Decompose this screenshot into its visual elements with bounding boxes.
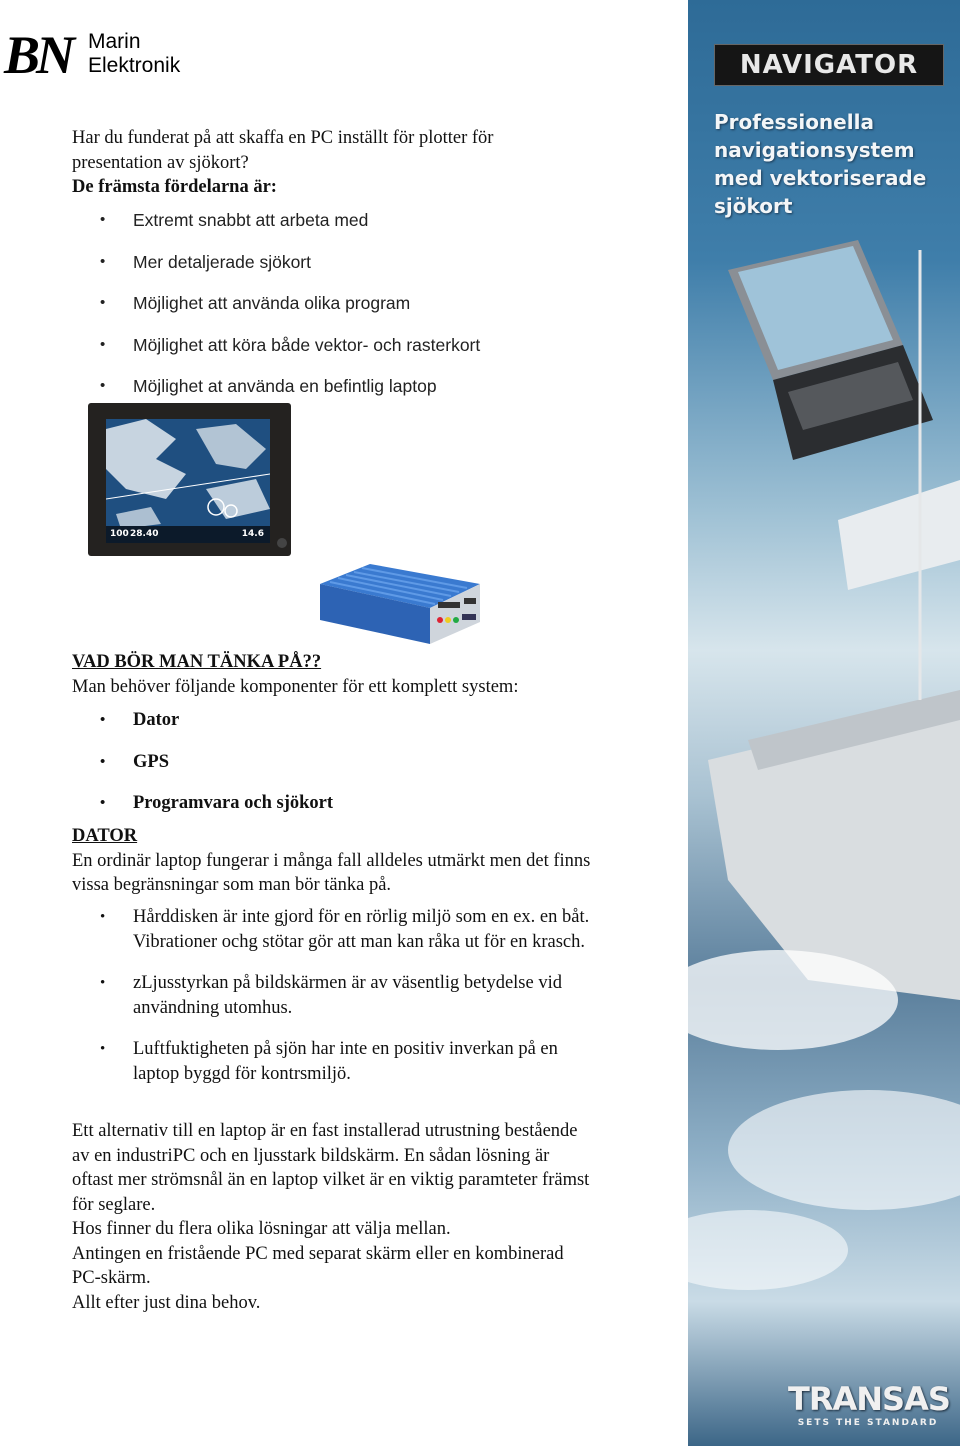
dator-text: En ordinär laptop fungerar i många fall alldeles utmärkt men det finns vissa begränsningar som man bör tänka på. xyxy=(72,850,591,895)
intro-block xyxy=(72,126,592,200)
intro-line-2: presentation av sjökort? xyxy=(72,152,249,173)
list-item: • Möjlighet att köra både vektor- och rasterkort xyxy=(72,333,592,358)
advantages-list xyxy=(72,208,592,399)
readout-bar xyxy=(106,526,270,543)
marine-monitor-image xyxy=(88,403,291,556)
logo-line-2: Elektronik xyxy=(88,54,181,77)
tagline-line: Professionella xyxy=(714,110,874,134)
tagline-line: navigationsystem xyxy=(714,138,915,162)
list-item: • Möjlighet at använda en befintlig laptop xyxy=(72,374,592,399)
closing-line: Allt efter just dina behov. xyxy=(72,1292,261,1313)
readout-1: 100 xyxy=(110,529,129,539)
transas-logo: TRANSAS xyxy=(788,1380,950,1418)
banner-tagline xyxy=(714,108,944,220)
readout-3: 14.6 xyxy=(241,529,264,539)
navigator-ad-banner xyxy=(688,0,960,1446)
navigator-logo xyxy=(714,44,944,86)
closing-line: Antingen en fristående PC med separat skärm eller en kombinerad PC-skärm. xyxy=(72,1243,564,1288)
closing-paragraph: Ett alternativ till en laptop är en fast installerad utrustning bestående av en industriPC och en ljusstark bildskärm. En sådan lösning är oftast mer strömsnål än en laptop vilket är en viktig paramteter främst för seglare. xyxy=(72,1121,590,1215)
list-item: • Extremt snabbt att arbeta med xyxy=(72,208,592,233)
section-heading: VAD BÖR MAN TÄNKA PÅ?? xyxy=(72,652,322,672)
readout-2: 28.40 xyxy=(130,529,159,539)
limitations-list xyxy=(72,905,592,1086)
logo-text xyxy=(88,30,180,78)
tagline-line: med vektoriserade xyxy=(714,166,927,190)
list-item: • Möjlighet att använda olika program xyxy=(72,291,592,316)
closing-block xyxy=(72,1119,592,1315)
logo-mark: BN xyxy=(4,25,72,85)
section-block xyxy=(72,650,592,699)
list-item: • Hårddisken är inte gjord för en rörlig miljö som en ex. en båt. Vibrationer ochg stötar gör att man kan råka ut för en krasch. xyxy=(72,905,592,954)
navigator-brand: NAVIGATOR xyxy=(739,50,919,80)
intro-line-1: Har du funderat på att skaffa en PC inställt för plotter för xyxy=(72,128,494,148)
transas-slogan: SETS THE STANDARD xyxy=(797,1418,939,1428)
section-intro: Man behöver följande komponenter för ett komplett system: xyxy=(72,676,519,697)
components-list xyxy=(72,708,592,816)
tagline-line: sjökort xyxy=(714,194,793,218)
dator-block xyxy=(72,824,592,898)
industrial-pc-image xyxy=(310,562,482,646)
dator-heading: DATOR xyxy=(72,826,138,846)
chart-screen xyxy=(106,419,270,543)
company-logo xyxy=(4,25,204,85)
list-item: • Dator xyxy=(72,708,592,733)
list-item: • Programvara och sjökort xyxy=(72,791,592,816)
logo-line-1: Marin xyxy=(88,30,141,53)
list-item: • Mer detaljerade sjökort xyxy=(72,250,592,275)
list-item: • GPS xyxy=(72,750,592,775)
list-item: • zLjusstyrkan på bildskärmen är av väsentlig betydelse vid användning utomhus. xyxy=(72,971,592,1020)
monitor-knob xyxy=(277,538,287,548)
closing-line: Hos finner du flera olika lösningar att välja mellan. xyxy=(72,1219,451,1239)
list-item: • Luftfuktigheten på sjön har inte en positiv inverkan på en laptop byggd för kontrsmiljö. xyxy=(72,1037,592,1086)
advantages-heading: De främsta fördelarna är: xyxy=(72,177,277,197)
